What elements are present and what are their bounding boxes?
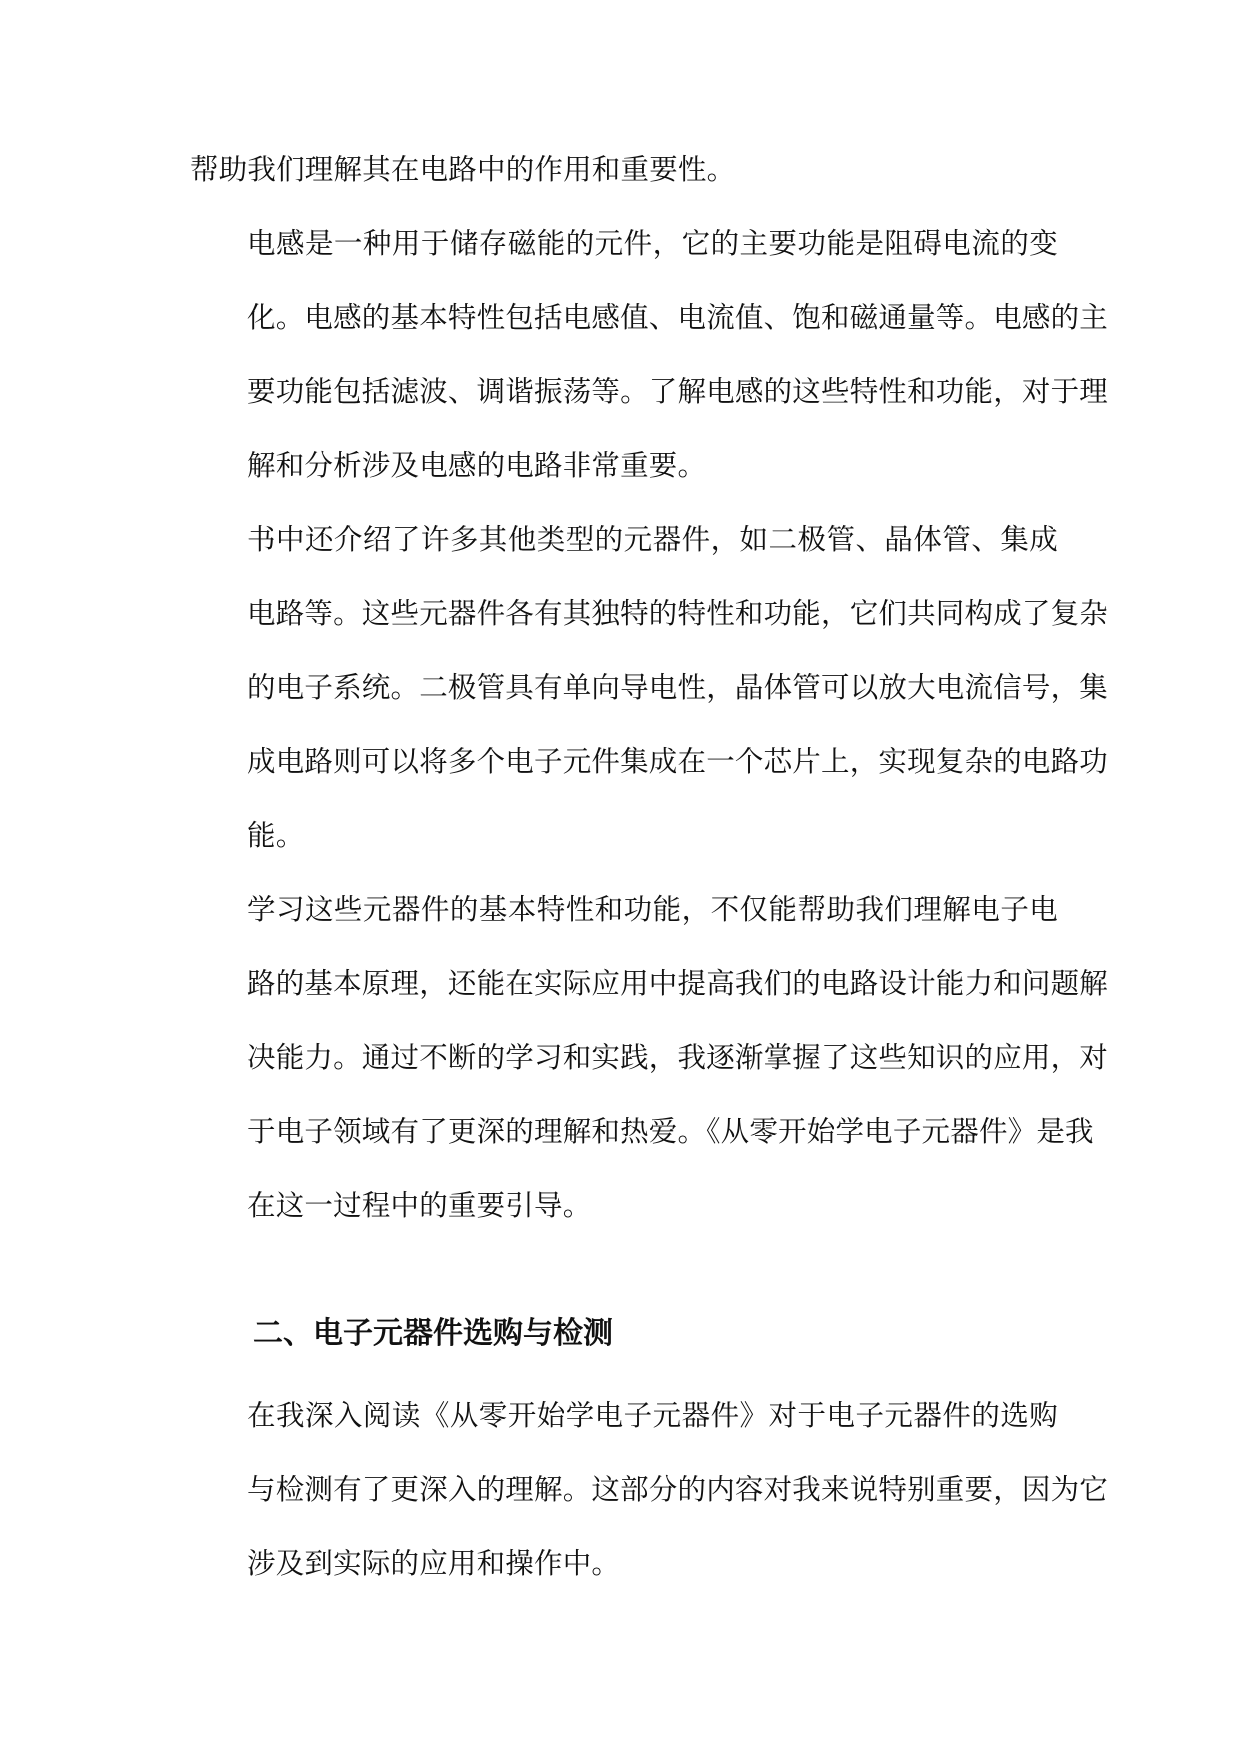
body-text-block-2 xyxy=(190,1379,1109,1601)
text-line: 涉及到实际的应用和操作中。 xyxy=(247,1547,621,1580)
text-line: 电路等。这些元器件各有其独特的特性和功能，它们共同构成了复杂 xyxy=(247,597,1109,630)
text-line: 解和分析涉及电感的电路非常重要。 xyxy=(247,449,707,482)
text-line: 在这一过程中的重要引导。 xyxy=(247,1189,592,1222)
text-line: 要功能包括滤波、调谐振荡等。了解电感的这些特性和功能，对于理 xyxy=(247,375,1109,408)
text-line: 化。电感的基本特性包括电感值、电流值、饱和磁通量等。电感的主 xyxy=(247,301,1109,334)
paragraph-selection-testing xyxy=(190,1379,1109,1601)
text-line: 决能力。通过不断的学习和实践，我逐渐掌握了这些知识的应用，对 xyxy=(247,1041,1109,1074)
text-line: 的电子系统。二极管具有单向导电性，晶体管可以放大电流信号，集 xyxy=(247,671,1109,704)
text-line: 在我深入阅读《从零开始学电子元器件》对于电子元器件的选购 xyxy=(247,1399,1058,1432)
text-line: 成电路则可以将多个电子元件集成在一个芯片上，实现复杂的电路功 xyxy=(247,745,1109,778)
paragraph-inductor xyxy=(190,207,1109,503)
text-line: 路的基本原理，还能在实际应用中提高我们的电路设计能力和问题解 xyxy=(247,967,1109,1000)
text-line: 能。 xyxy=(247,819,305,852)
paragraph-learning xyxy=(190,873,1109,1243)
section-heading: 二、电子元器件选购与检测 xyxy=(253,1316,613,1351)
text-line: 与检测有了更深入的理解。这部分的内容对我来说特别重要，因为它 xyxy=(247,1473,1109,1506)
text-line: 学习这些元器件的基本特性和功能，不仅能帮助我们理解电子电 xyxy=(247,893,1058,926)
text-line: 书中还介绍了许多其他类型的元器件，如二极管、晶体管、集成 xyxy=(247,523,1058,556)
paragraph-other-components xyxy=(190,503,1109,873)
text-line: 于电子领域有了更深的理解和热爱。《从零开始学电子元器件》是我 xyxy=(247,1115,1094,1148)
text-line: 帮助我们理解其在电路中的作用和重要性。 xyxy=(190,153,736,186)
text-line: 电感是一种用于储存磁能的元件，它的主要功能是阻碍电流的变 xyxy=(247,227,1058,260)
paragraph-continuation xyxy=(190,133,1058,207)
body-text-block-1 xyxy=(190,133,1109,1243)
